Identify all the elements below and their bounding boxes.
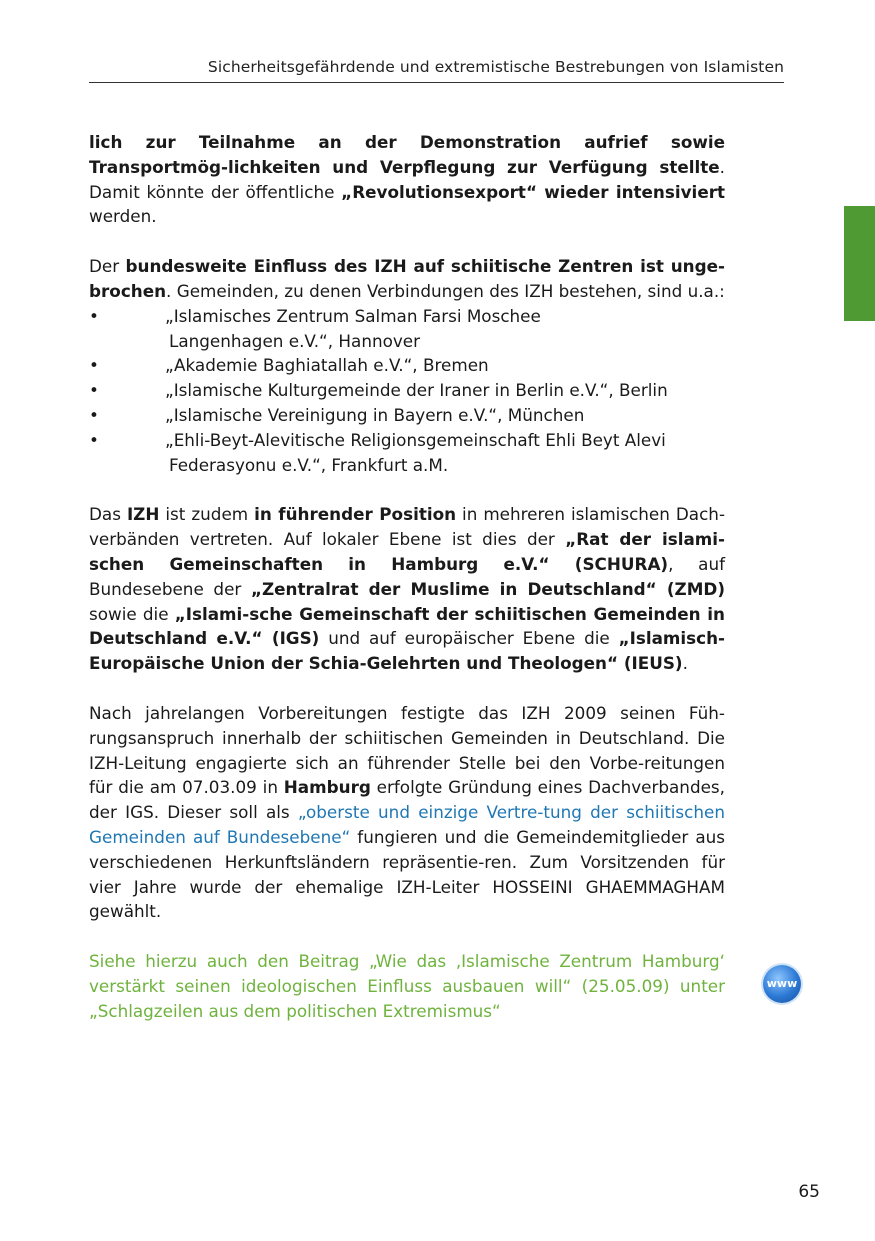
paragraph-1: lich zur Teilnahme an der Demonstration aufrief sowie Transportmög-lichkeiten und Verpflegung zur Verfügung stellte. Damit könnte der öffentliche „Revolutionsexport“ wieder intensiviert werden.	[89, 132, 725, 227]
paragraph-2: Der bundesweite Einfluss des IZH auf schiitische Zentren ist unge-brochen. Gemeinden, zu denen Verbindungen des IZH bestehen, sind u.a.:	[89, 256, 725, 301]
list-item: • „Islamische Kulturgemeinde der Iraner in Berlin e.V.“, Berlin	[89, 378, 725, 403]
bullet-icon: •	[89, 380, 99, 401]
quote-link[interactable]: „oberste und einzige Vertre-tung der schiitischen Gemeinden auf Bundesebene“	[89, 802, 726, 847]
list-item: • „Islamisches Zentrum Salman Farsi Moschee Langenhagen e.V.“, Hannover	[89, 305, 541, 351]
header-divider	[89, 82, 784, 83]
www-globe-icon[interactable]: www	[763, 965, 801, 1003]
cross-reference-note[interactable]: Siehe hierzu auch den Beitrag „Wie das ‚Islamische Zentrum Hamburg‘ verstärkt seinen ideologischen Einfluss ausbauen will“ (25.05.09) unter „Schlagzeilen aus dem politischen Extremismus“	[89, 951, 725, 1021]
paragraph-3: Das IZH ist zudem in führender Position in mehreren islamischen Dach-verbänden vertreten. Auf lokaler Ebene ist dies der „Rat der islami-schen Gemeinschaften in Hamburg e.V.“ (SCHURA), auf Bundesebene der „Zentralrat der Muslime in Deutschland“ (ZMD) sowie die „Islami-sche Gemeinschaft der schiitischen Gemeinden in Deutschland e.V.“ (IGS) und auf europäischer Ebene die „Islamisch-Europäische Union der Schia-Gelehrten und Theologen“ (IEUS).	[89, 504, 726, 674]
bullet-icon: •	[89, 404, 99, 425]
bullet-icon: •	[89, 355, 99, 376]
list-item: • „Ehli-Beyt-Alevitische Religionsgemeinschaft Ehli Beyt Alevi Federasyonu e.V.“, Frankfurt a.M.	[89, 429, 666, 475]
list-item: • „Akademie Baghiatallah e.V.“, Bremen	[89, 353, 725, 378]
list-item: • „Islamische Vereinigung in Bayern e.V.“, München	[89, 403, 725, 428]
chapter-marker-tab	[844, 206, 875, 321]
bold-text: „Revolutionsexport“ wieder intensiviert	[341, 181, 725, 202]
page-number: 65	[798, 1182, 820, 1202]
running-header: Sicherheitsgefährdende und extremistische Bestrebungen von Islamisten	[207, 58, 784, 76]
main-text	[89, 130, 725, 1024]
bullet-icon: •	[89, 305, 99, 326]
bold-text: lich zur Teilnahme an der Demonstration aufrief sowie Transportmög-lichkeiten und Verpflegung zur Verfügung stellte	[89, 132, 725, 177]
bullet-icon: •	[89, 429, 99, 450]
paragraph-4: Nach jahrelangen Vorbereitungen festigte das IZH 2009 seinen Füh-rungsanspruch innerhalb der schiitischen Gemeinden in Deutschland. Die IZH-Leitung engagierte sich an führender Stelle bei den Vorbe-reitungen für die am 07.03.09 in Hamburg erfolgte Gründung eines Dachverbandes, der IGS. Dieser soll als „oberste und einzige Vertre-tung der schiitischen Gemeinden auf Bundesebene“ fungieren und die Gemeindemitglieder aus verschiedenen Herkunftsländern repräsentie-ren. Zum Vorsitzenden für vier Jahre wurde der ehemalige IZH-Leiter HOSSEINI GHAEMMAGHAM gewählt.	[89, 702, 726, 922]
bold-text: bundesweite Einfluss des IZH auf schiitische Zentren ist unge-brochen	[89, 256, 725, 301]
center-list	[89, 304, 725, 478]
